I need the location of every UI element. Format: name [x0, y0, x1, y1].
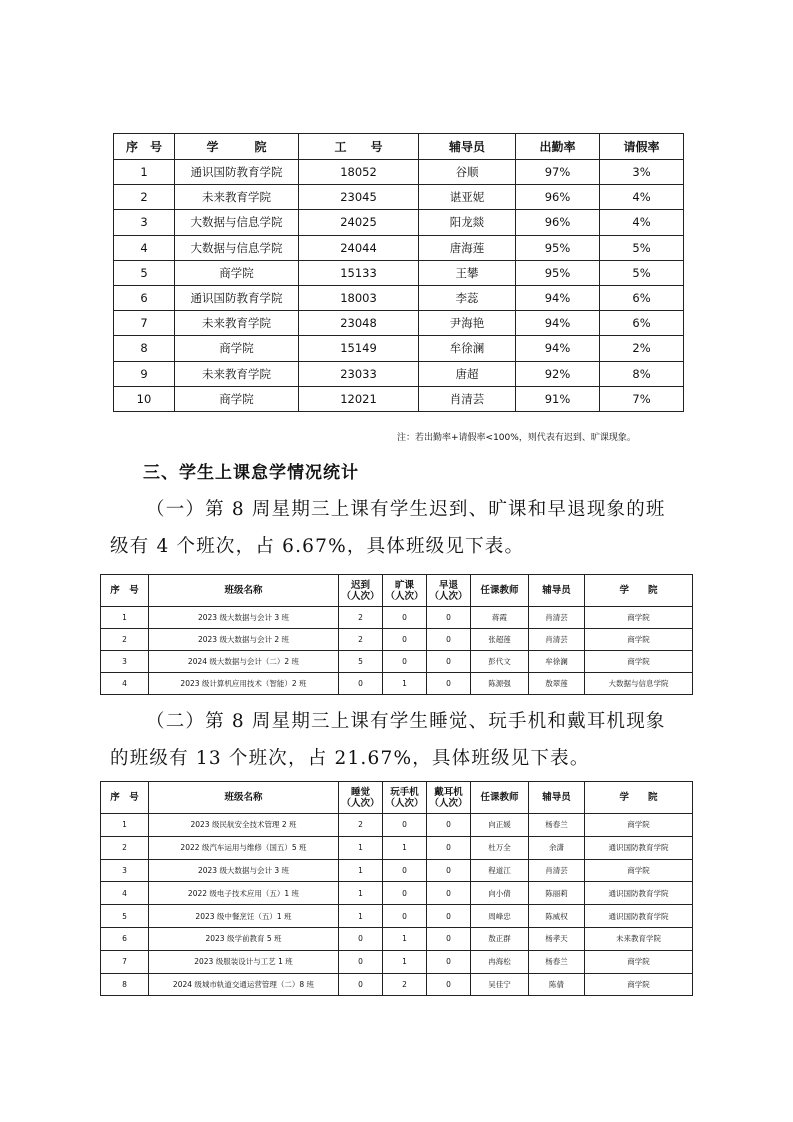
header-cell: 序 号: [101, 575, 149, 607]
table-cell: 余潇: [529, 836, 585, 859]
table-cell: 尹海艳: [419, 311, 516, 336]
table-cell: 0: [427, 836, 471, 859]
header-cell: 迟到 （人次）: [339, 575, 383, 607]
table-footnote: 注：若出勤率+请假率<100%，则代表有迟到、旷课现象。: [397, 433, 636, 443]
table-cell: 商学院: [175, 260, 299, 285]
table-cell: 陈倩: [529, 973, 585, 996]
table-row: [114, 235, 684, 260]
table-cell: 2022 级汽车运用与维修（国五）5 班: [149, 836, 339, 859]
table-cell: 1: [383, 950, 427, 973]
table-cell: 6: [101, 927, 149, 950]
table-cell: 4%: [600, 210, 684, 235]
table-row: [101, 814, 693, 837]
table-cell: 蒋霞: [471, 607, 529, 629]
paragraph-lateness: [110, 491, 690, 565]
table-cell: 谷顺: [419, 160, 516, 185]
table-row: [114, 210, 684, 235]
table-cell: 3%: [600, 160, 684, 185]
table-cell: 10: [114, 386, 175, 411]
table-cell: 23048: [299, 311, 419, 336]
table-row: [101, 882, 693, 905]
table-cell: 18052: [299, 160, 419, 185]
table-cell: 向小倩: [471, 882, 529, 905]
table-cell: 5: [101, 905, 149, 928]
table-cell: 6%: [600, 311, 684, 336]
table-cell: 2023 级学前教育 5 班: [149, 927, 339, 950]
table-cell: 陈源强: [471, 673, 529, 695]
table-cell: 谌亚妮: [419, 185, 516, 210]
header-cell: 学 院: [175, 134, 299, 160]
table-cell: 商学院: [585, 651, 693, 673]
table-cell: 通识国防教育学院: [585, 882, 693, 905]
table-cell: 唐海莲: [419, 235, 516, 260]
table-cell: 94%: [516, 311, 600, 336]
table-cell: 0: [427, 673, 471, 695]
table-row: [101, 673, 693, 695]
table-cell: 通识国防教育学院: [585, 905, 693, 928]
header-cell: 辅导员: [419, 134, 516, 160]
table-cell: 2: [339, 814, 383, 837]
table-cell: 2024 级城市轨道交通运营管理（二）8 班: [149, 973, 339, 996]
table-cell: 2024 级大数据与会计（二）2 班: [149, 651, 339, 673]
table-cell: 2: [114, 185, 175, 210]
table-cell: 商学院: [585, 950, 693, 973]
table-row: [101, 950, 693, 973]
table-cell: 冉海松: [471, 950, 529, 973]
table-cell: 0: [383, 814, 427, 837]
table-cell: 23045: [299, 185, 419, 210]
table-cell: 4: [114, 235, 175, 260]
table-cell: 肖清芸: [529, 607, 585, 629]
table-cell: 0: [427, 859, 471, 882]
table-cell: 张超莲: [471, 629, 529, 651]
header-cell: 辅导员: [529, 575, 585, 607]
lateness-class-table: [100, 574, 693, 695]
table-cell: 2: [383, 973, 427, 996]
table-cell: 大数据与信息学院: [585, 673, 693, 695]
table-cell: 7%: [600, 386, 684, 411]
table-row: [101, 836, 693, 859]
table-cell: 未来教育学院: [175, 311, 299, 336]
table-row: [114, 336, 684, 361]
header-cell: 班级名称: [149, 575, 339, 607]
table-cell: 94%: [516, 285, 600, 310]
table-cell: 0: [427, 814, 471, 837]
table-cell: 2022 级电子技术应用（五）1 班: [149, 882, 339, 905]
header-cell: 学 院: [585, 575, 693, 607]
table-cell: 7: [101, 950, 149, 973]
header-cell: 戴耳机 （人次）: [427, 782, 471, 814]
table-cell: 商学院: [585, 607, 693, 629]
section-heading: 三、学生上课怠学情况统计: [143, 463, 359, 483]
distraction-class-table: [100, 781, 693, 996]
table-cell: 1: [383, 927, 427, 950]
header-cell: 请假率: [600, 134, 684, 160]
table-row: [101, 607, 693, 629]
table-header-row: [101, 575, 693, 607]
table-cell: 96%: [516, 210, 600, 235]
table-cell: 唐超: [419, 361, 516, 386]
table-row: [114, 160, 684, 185]
table-cell: 2023 级大数据与会计 3 班: [149, 607, 339, 629]
table-cell: 2: [339, 607, 383, 629]
table-cell: 18003: [299, 285, 419, 310]
table-row: [114, 285, 684, 310]
table-cell: 6: [114, 285, 175, 310]
table-cell: 3: [114, 210, 175, 235]
table-cell: 12021: [299, 386, 419, 411]
table-cell: 商学院: [175, 386, 299, 411]
table-cell: 敖正群: [471, 927, 529, 950]
table-cell: 2: [339, 629, 383, 651]
table-cell: 1: [383, 673, 427, 695]
table-cell: 8: [101, 973, 149, 996]
table-cell: 0: [427, 629, 471, 651]
table-cell: 牟徐澜: [529, 651, 585, 673]
table-cell: 9: [114, 361, 175, 386]
table-cell: 97%: [516, 160, 600, 185]
table-cell: 彭代文: [471, 651, 529, 673]
table-cell: 96%: [516, 185, 600, 210]
table-cell: 2023 级民航安全技术管理 2 班: [149, 814, 339, 837]
table-cell: 2023 级大数据与会计 2 班: [149, 629, 339, 651]
header-cell: 任课教师: [471, 575, 529, 607]
table-cell: 肖清芸: [419, 386, 516, 411]
table-cell: 0: [427, 927, 471, 950]
table-cell: 95%: [516, 260, 600, 285]
table-cell: 94%: [516, 336, 600, 361]
table-cell: 0: [427, 973, 471, 996]
table-cell: 1: [114, 160, 175, 185]
table-cell: 15149: [299, 336, 419, 361]
table-row: [101, 905, 693, 928]
table-cell: 大数据与信息学院: [175, 210, 299, 235]
table-row: [114, 260, 684, 285]
table-cell: 0: [383, 629, 427, 651]
table-cell: 2: [101, 836, 149, 859]
table-cell: 4: [101, 673, 149, 695]
table-cell: 4%: [600, 185, 684, 210]
paragraph-distraction: [110, 703, 690, 777]
table-row: [101, 973, 693, 996]
table-cell: 商学院: [585, 973, 693, 996]
table-cell: 2: [101, 629, 149, 651]
table-cell: 1: [339, 859, 383, 882]
table-cell: 未来教育学院: [175, 185, 299, 210]
table-row: [101, 927, 693, 950]
table-cell: 杨孝天: [529, 927, 585, 950]
table-cell: 未来教育学院: [175, 361, 299, 386]
table-cell: 杨春兰: [529, 950, 585, 973]
table-body: [101, 814, 693, 996]
table-cell: 0: [339, 673, 383, 695]
table-cell: 2023 级大数据与会计 3 班: [149, 859, 339, 882]
table-cell: 肖清芸: [529, 859, 585, 882]
table-cell: 24025: [299, 210, 419, 235]
table-cell: 杨春兰: [529, 814, 585, 837]
paragraph-line: （二）第 8 周星期三上课有学生睡觉、玩手机和戴耳机现象: [146, 711, 666, 732]
table-row: [114, 185, 684, 210]
table-body: [101, 607, 693, 695]
table-cell: 1: [339, 836, 383, 859]
counselor-attendance-table: [113, 133, 684, 412]
table-cell: 8%: [600, 361, 684, 386]
table-cell: 0: [427, 651, 471, 673]
table-row: [101, 651, 693, 673]
table-cell: 91%: [516, 386, 600, 411]
table-cell: 程道江: [471, 859, 529, 882]
table-cell: 杜万全: [471, 836, 529, 859]
table-cell: 向正媛: [471, 814, 529, 837]
table-cell: 2023 级服装设计与工艺 1 班: [149, 950, 339, 973]
table-cell: 商学院: [585, 859, 693, 882]
table-body: [114, 160, 684, 412]
table-cell: 通识国防教育学院: [175, 160, 299, 185]
table-cell: 通识国防教育学院: [585, 836, 693, 859]
table-cell: 2023 级计算机应用技术（智能）2 班: [149, 673, 339, 695]
header-cell: 睡觉 （人次）: [339, 782, 383, 814]
table-cell: 李蕊: [419, 285, 516, 310]
header-cell: 学 院: [585, 782, 693, 814]
table-cell: 商学院: [175, 336, 299, 361]
table-cell: 0: [339, 927, 383, 950]
table-cell: 大数据与信息学院: [175, 235, 299, 260]
table-cell: 0: [427, 607, 471, 629]
table-cell: 5: [114, 260, 175, 285]
table-cell: 0: [383, 651, 427, 673]
table-cell: 敖翠莲: [529, 673, 585, 695]
header-cell: 玩手机 （人次）: [383, 782, 427, 814]
table-cell: 0: [339, 973, 383, 996]
table-cell: 王攀: [419, 260, 516, 285]
table-cell: 4: [101, 882, 149, 905]
table-cell: 1: [383, 836, 427, 859]
table-cell: 0: [339, 950, 383, 973]
table-cell: 0: [427, 950, 471, 973]
table-cell: 未来教育学院: [585, 927, 693, 950]
table-header-row: [101, 782, 693, 814]
table-cell: 5%: [600, 260, 684, 285]
table-cell: 24044: [299, 235, 419, 260]
paragraph-line: （一）第 8 周星期三上课有学生迟到、旷课和早退现象的班: [146, 499, 666, 520]
table-cell: 0: [383, 607, 427, 629]
paragraph-line: 级有 4 个班次，占 6.67%，具体班级见下表。: [110, 536, 525, 557]
table-cell: 吴佳宁: [471, 973, 529, 996]
table-row: [101, 629, 693, 651]
table-cell: 5%: [600, 235, 684, 260]
header-cell: 序 号: [101, 782, 149, 814]
table-cell: 95%: [516, 235, 600, 260]
table-cell: 8: [114, 336, 175, 361]
table-cell: 1: [339, 882, 383, 905]
table-cell: 2%: [600, 336, 684, 361]
table-cell: 5: [339, 651, 383, 673]
table-cell: 0: [383, 859, 427, 882]
table-cell: 陈丽莉: [529, 882, 585, 905]
table-cell: 7: [114, 311, 175, 336]
table-header-row: [114, 134, 684, 160]
table-row: [114, 311, 684, 336]
table-row: [114, 361, 684, 386]
header-cell: 出勤率: [516, 134, 600, 160]
table-cell: 92%: [516, 361, 600, 386]
table-cell: 15133: [299, 260, 419, 285]
header-cell: 任课教师: [471, 782, 529, 814]
header-cell: 辅导员: [529, 782, 585, 814]
table-cell: 0: [427, 882, 471, 905]
table-cell: 23033: [299, 361, 419, 386]
header-cell: 序 号: [114, 134, 175, 160]
table-cell: 1: [101, 814, 149, 837]
table-cell: 6%: [600, 285, 684, 310]
table-cell: 0: [427, 905, 471, 928]
table-row: [101, 859, 693, 882]
table-cell: 肖清芸: [529, 629, 585, 651]
table-cell: 通识国防教育学院: [175, 285, 299, 310]
table-cell: 0: [383, 905, 427, 928]
header-cell: 工 号: [299, 134, 419, 160]
table-cell: 3: [101, 859, 149, 882]
header-cell: 班级名称: [149, 782, 339, 814]
table-cell: 牟徐澜: [419, 336, 516, 361]
table-cell: 1: [339, 905, 383, 928]
table-cell: 周峰忠: [471, 905, 529, 928]
table-cell: 商学院: [585, 814, 693, 837]
table-cell: 商学院: [585, 629, 693, 651]
header-cell: 早退 （人次）: [427, 575, 471, 607]
header-cell: 旷课 （人次）: [383, 575, 427, 607]
table-cell: 2023 级中餐烹饪（五）1 班: [149, 905, 339, 928]
table-cell: 0: [383, 882, 427, 905]
table-cell: 3: [101, 651, 149, 673]
table-row: [114, 386, 684, 411]
paragraph-line: 的班级有 13 个班次，占 21.67%，具体班级见下表。: [110, 748, 590, 769]
table-cell: 阳龙燚: [419, 210, 516, 235]
table-cell: 陈威权: [529, 905, 585, 928]
table-cell: 1: [101, 607, 149, 629]
